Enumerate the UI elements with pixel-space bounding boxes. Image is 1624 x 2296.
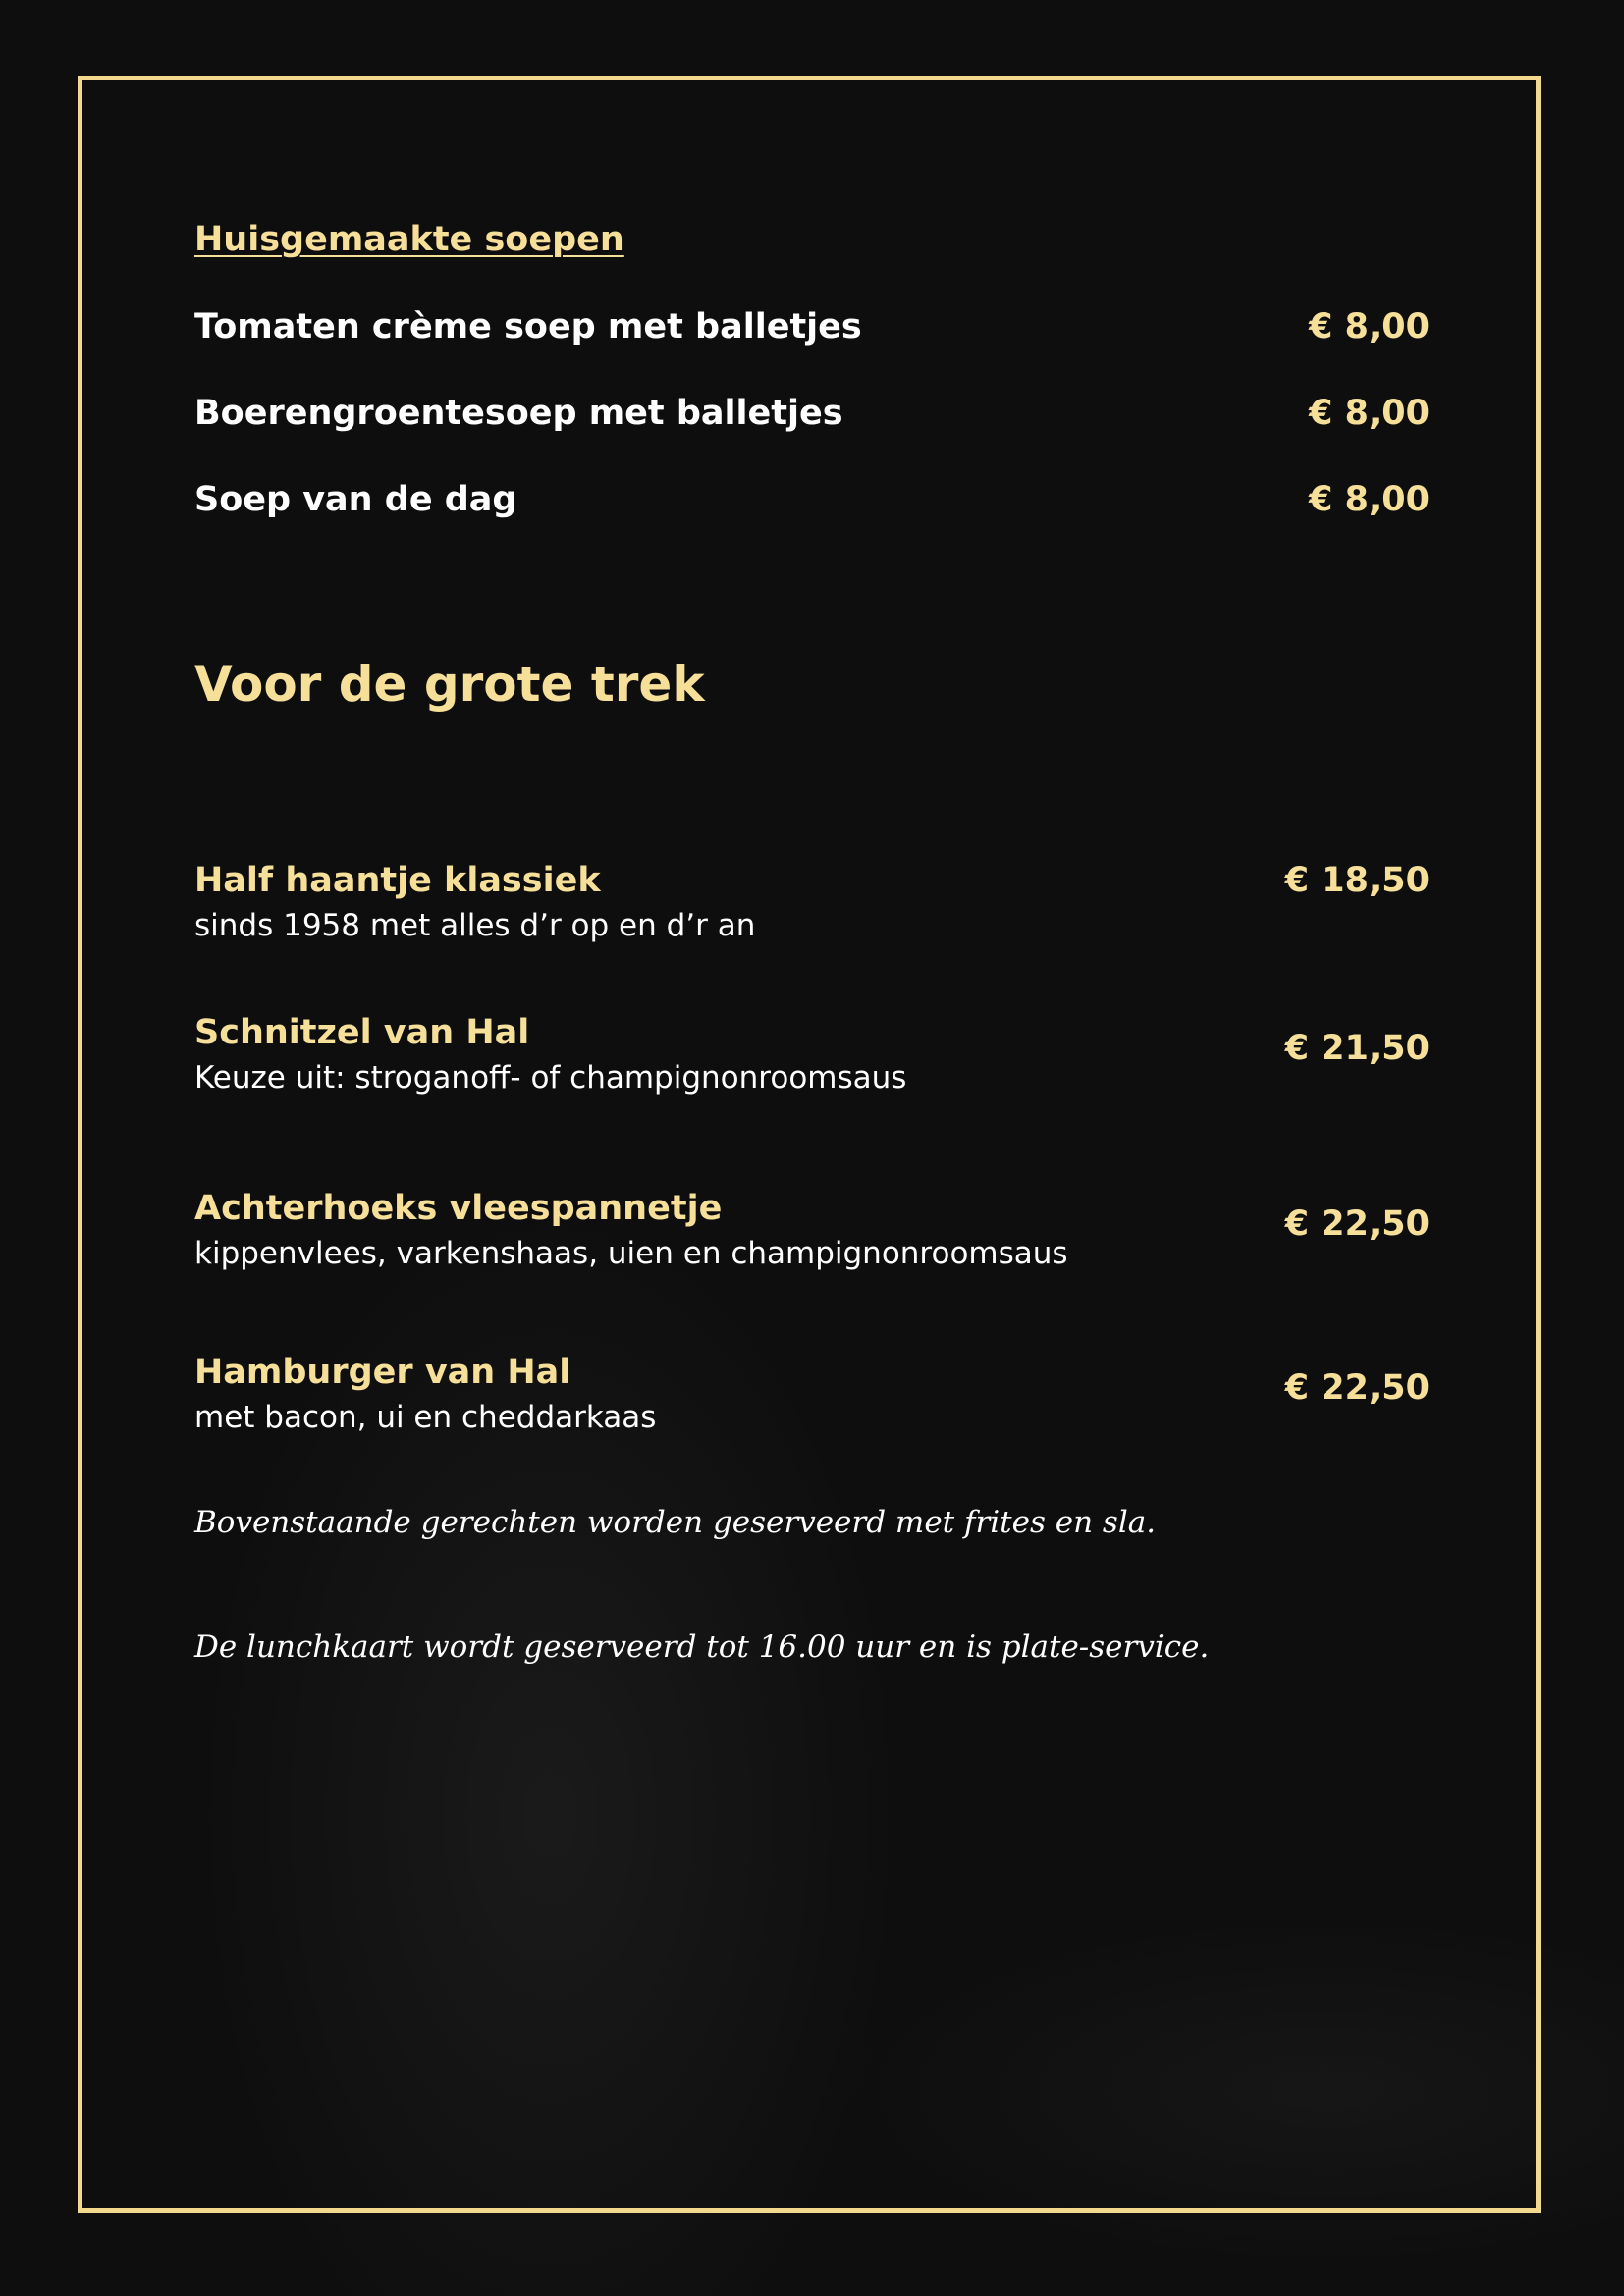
dish-description: met bacon, ui en cheddarkaas [194,1400,657,1435]
dish-price: € 21,50 [1284,1029,1430,1068]
soup-item-name: Soep van de dag [194,480,517,519]
dish-price: € 22,50 [1284,1204,1430,1244]
soup-item-price: € 8,00 [1309,307,1430,347]
served-with-note: Bovenstaande gerechten worden geserveerd met frites en sla. [194,1505,1157,1540]
soup-item-price: € 8,00 [1309,394,1430,433]
dish-description: sinds 1958 met alles d’r op en d’r an [194,908,756,943]
dish-description: Keuze uit: stroganoff- of champignonroomsaus [194,1060,907,1095]
dish-description: kippenvlees, varkenshaas, uien en champignonroomsaus [194,1236,1068,1271]
soup-item-name: Boerengroentesoep met balletjes [194,394,843,433]
lunch-info-note: De lunchkaart wordt geserveerd tot 16.00 uur en is plate-service. [194,1629,1210,1665]
dish-name: Hamburger van Hal [194,1353,571,1392]
mains-heading: Voor de grote trek [194,656,705,713]
soups-heading: Huisgemaakte soepen [194,220,624,259]
soup-item-name: Tomaten crème soep met balletjes [194,307,862,347]
dish-name: Half haantje klassiek [194,861,601,900]
dish-price: € 18,50 [1284,861,1430,900]
dish-price: € 22,50 [1284,1368,1430,1408]
soup-item-price: € 8,00 [1309,480,1430,519]
dish-name: Schnitzel van Hal [194,1013,530,1052]
dish-name: Achterhoeks vleespannetje [194,1189,723,1228]
